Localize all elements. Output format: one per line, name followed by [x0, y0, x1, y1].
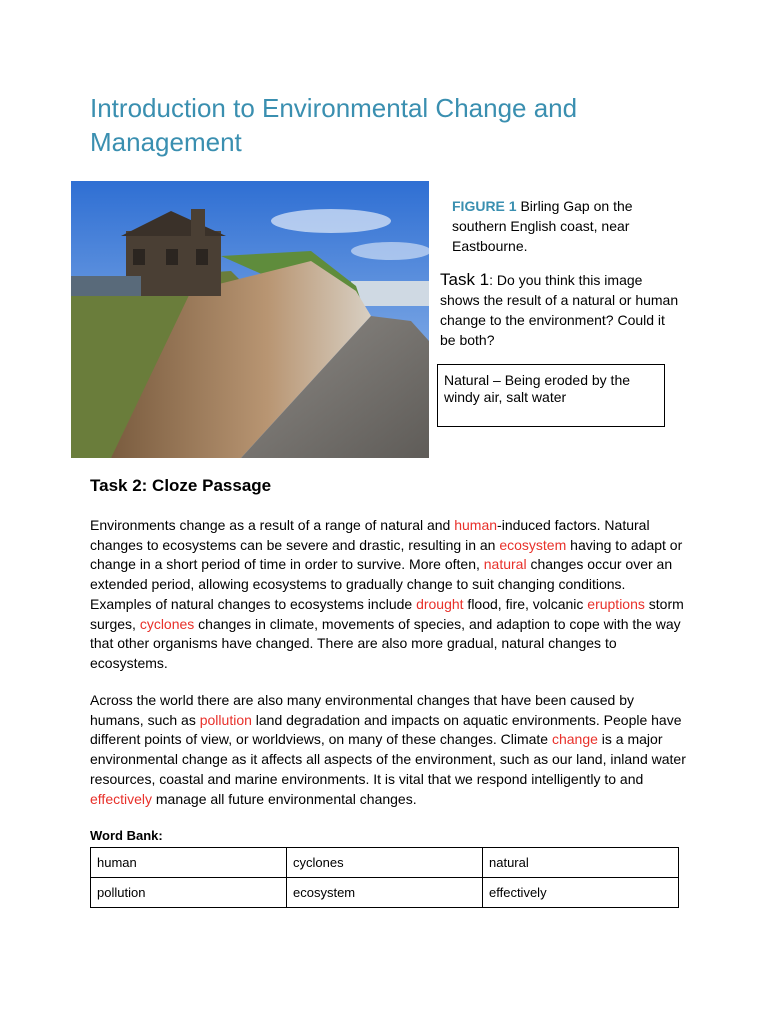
cloze-answer: natural	[483, 556, 527, 573]
task1-question-text: : Do you think this image shows the result of a natural or human change to the environment? Could it be both?	[440, 272, 679, 348]
cloze-answer: change	[551, 731, 598, 748]
cloze-answer: effectively	[90, 790, 152, 807]
cloze-answer: human	[454, 517, 498, 533]
passage-text: manage all future environmental changes.	[152, 790, 417, 807]
figure-label: FIGURE 1	[452, 198, 517, 214]
cliff-photo	[71, 181, 429, 458]
passage-text: -induced factors. Natural changes to ecosystems can be severe and drastic, resulting in an	[90, 517, 650, 553]
word-bank-cell: natural	[483, 848, 679, 878]
word-bank-cell: cyclones	[287, 848, 483, 878]
task1-question	[440, 270, 680, 350]
passage-text: flood, fire, volcanic	[463, 595, 588, 612]
word-bank-cell: pollution	[91, 878, 287, 908]
page-title: Introduction to Environmental Change and Management	[90, 93, 578, 157]
cloze-answer: pollution	[199, 711, 252, 728]
table-row	[91, 878, 679, 908]
figure-caption-text: Birling Gap on the southern English coast, near Eastbourne.	[452, 198, 633, 254]
table-row	[91, 848, 679, 878]
passage-paragraph-1	[90, 516, 690, 674]
passage-text: is a major environmental change as it affects all aspects of the environment, such as our land, inland water resources, coastal and marine environments. It is vital that we respond intelligently to and	[90, 731, 686, 787]
figure-caption	[452, 196, 662, 256]
passage-text: Environments change as a result of a range of natural and	[90, 517, 455, 533]
passage-text: changes occur over an extended period, allowing ecosystems to gradually change to suit changing conditions. Examples of natural changes to ecosystems include	[90, 556, 673, 612]
cloze-answer: cyclones	[139, 615, 195, 632]
passage-text: changes in climate, movements of species, and adaption to cope with the way that other organisms have changed. There are also more gradual, natural changes to ecosystems.	[90, 615, 681, 671]
task1-answer-box[interactable]	[437, 364, 665, 427]
passage-text: storm surges,	[90, 595, 684, 632]
passage-paragraph-2	[90, 691, 690, 809]
word-bank-cell: ecosystem	[287, 878, 483, 908]
passage-text: Across the world there are also many environmental changes that have been caused by humans, such as	[90, 692, 634, 728]
cloze-answer: ecosystem	[499, 536, 567, 553]
passage-text: having to adapt or change in a short period of time in order to survive. More often,	[90, 536, 683, 573]
word-bank-table	[90, 847, 679, 908]
word-bank-cell: effectively	[483, 878, 679, 908]
passage-text: land degradation and impacts on aquatic environments. People have different points of view, or worldviews, on many of these changes. Climate	[90, 711, 682, 748]
task2-title: Task 2: Cloze Passage	[90, 476, 272, 495]
word-bank-label: Word Bank:	[90, 828, 163, 843]
cloze-answer: eruptions	[587, 595, 645, 612]
cloze-answer: drought	[416, 595, 464, 612]
task1-answer-text: Natural – Being eroded by the windy air, salt water	[444, 372, 631, 405]
task1-label: Task 1	[440, 270, 490, 289]
word-bank-cell: human	[91, 848, 287, 878]
